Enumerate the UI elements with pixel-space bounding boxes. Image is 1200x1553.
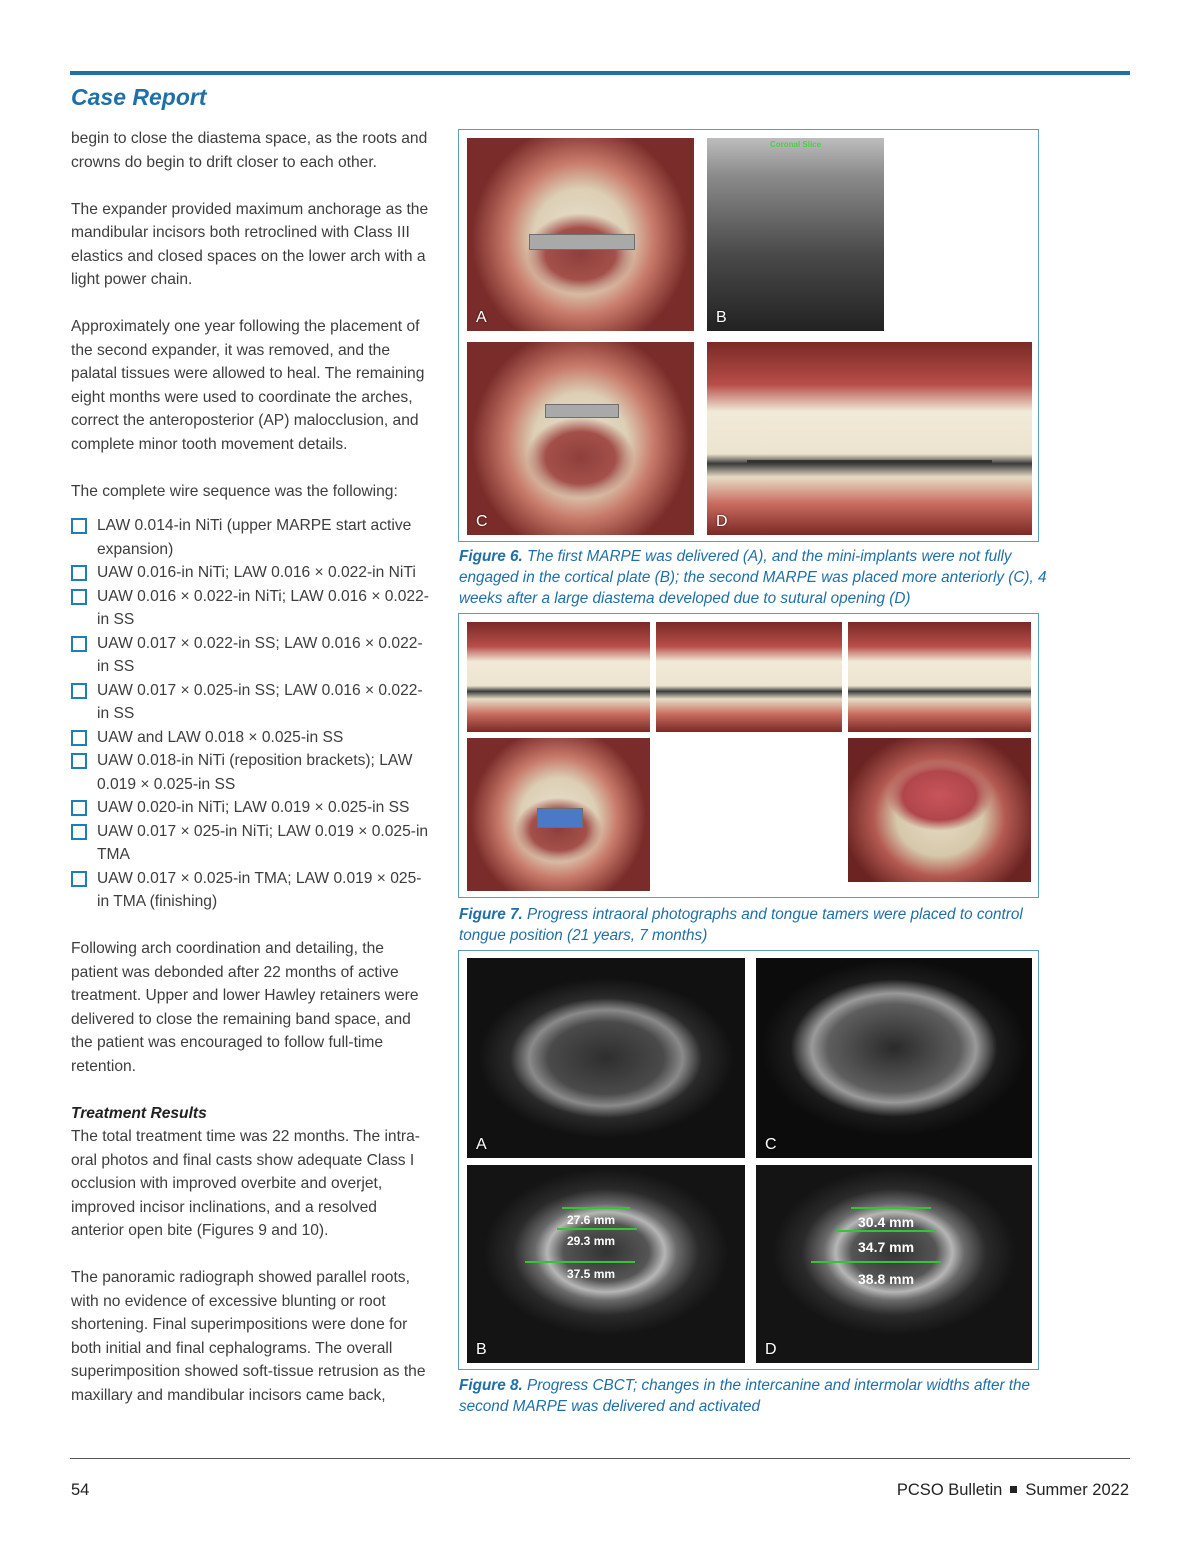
panel-label: A [476, 309, 487, 326]
figure-7-left-photo [848, 622, 1031, 732]
checkbox-icon [71, 683, 87, 699]
checkbox-icon [71, 518, 87, 534]
paragraph: The expander provided maximum anchorage as the mandibular incisors both retroclined with Class III elastics and closed spaces on the lower arch with a light power chain. [71, 200, 429, 288]
figure-8d-ct [756, 1165, 1032, 1363]
braces-wire [747, 460, 992, 463]
list-item: UAW 0.016-in NiTi; LAW 0.016 × 0.022-in NiTi [71, 561, 431, 585]
figure-8c-ct [756, 958, 1032, 1158]
measurement-label: 29.3 mm [567, 1234, 616, 1248]
measure-line [851, 1207, 931, 1209]
checkbox-icon [71, 636, 87, 652]
figure-7-upper-occlusal-photo [467, 738, 650, 891]
measurement-label: 38.8 mm [858, 1271, 915, 1287]
measurement-label: 37.5 mm [567, 1267, 616, 1281]
figure-8a-ct [467, 958, 745, 1158]
checkbox-icon [71, 589, 87, 605]
expander-appliance [529, 234, 635, 250]
list-item: UAW 0.016 × 0.022-in NiTi; LAW 0.016 × 0.022-in SS [71, 585, 431, 632]
footer-publication [897, 1481, 1129, 1500]
measure-line [562, 1207, 630, 1209]
panel-label: B [476, 1341, 487, 1358]
list-item: UAW 0.017 × 0.025-in TMA; LAW 0.019 × 025-in TMA (finishing) [71, 867, 431, 914]
section-title: Case Report [71, 84, 207, 110]
measurement-label: 30.4 mm [858, 1214, 915, 1230]
paragraph: The total treatment time was 22 months. The intra-oral photos and final casts show adequate Class I occlusion with improved overbite and overjet, improved incisor inclinations, and a resolved anterior open bite (Figures 9 and 10). [71, 1128, 420, 1239]
panel-label: D [765, 1341, 777, 1358]
list-item: UAW 0.017 × 0.022-in SS; LAW 0.016 × 0.022-in SS [71, 632, 431, 679]
checkbox-icon [71, 730, 87, 746]
figure-7-caption: Figure 7. Progress intraoral photographs and tongue tamers were placed to control tongue position (21 years, 7 months) [459, 906, 1023, 944]
footer-rule [70, 1458, 1130, 1459]
checkbox-icon [71, 800, 87, 816]
issue-label: Summer 2022 [1025, 1481, 1129, 1499]
checkbox-icon [71, 565, 87, 581]
figure-6-caption: Figure 6. The first MARPE was delivered (A), and the mini-implants were not fully engaged in the cortical plate (B); the second MARPE was placed more anteriorly (C), 4 weeks after a large diastema developed due to sutural opening (D) [459, 548, 1047, 607]
panel-label: C [765, 1136, 777, 1153]
paragraph: The complete wire sequence was the following: [71, 482, 398, 500]
figure-8-caption: Figure 8. Progress CBCT; changes in the intercanine and intermolar widths after the second MARPE was delivered and activated [459, 1377, 1031, 1415]
paragraph: Approximately one year following the placement of the second expander, it was removed, and the palatal tissues were allowed to heal. The remaining eight months were used to coordinate the arches, correct the anteroposterior (AP) malocclusion, and complete minor tooth movement details. [71, 318, 425, 453]
panel-label: B [716, 309, 727, 326]
square-bullet-icon [1010, 1486, 1017, 1493]
panel-label: A [476, 1136, 487, 1153]
panel-label: C [476, 513, 488, 530]
figure-6d-photo [707, 342, 1032, 535]
figure-7-front-photo [656, 622, 842, 732]
left-column [71, 127, 431, 1431]
figure-7-lower-occlusal-photo [848, 738, 1031, 882]
panel-label: D [716, 513, 728, 530]
figure-6a-photo [467, 138, 694, 331]
list-item: LAW 0.014-in NiTi (upper MARPE start active expansion) [71, 514, 431, 561]
figure-7-frame [458, 613, 1039, 898]
top-rule [70, 71, 1130, 75]
expander-appliance [537, 808, 583, 828]
list-item: UAW and LAW 0.018 × 0.025-in SS [71, 726, 431, 750]
checkbox-icon [71, 871, 87, 887]
page-number: 54 [71, 1481, 90, 1499]
figure-6c-photo [467, 342, 694, 535]
publication-name: PCSO Bulletin [896, 1481, 1003, 1499]
list-item: UAW 0.018-in NiTi (reposition brackets); LAW 0.019 × 0.025-in SS [71, 749, 431, 796]
measurement-label: 27.6 mm [567, 1213, 616, 1227]
paragraph: The panoramic radiograph showed parallel roots, with no evidence of excessive blunting or root shortening. Final superimpositions were done for both initial and final cephalograms. The overall superimposition showed soft-tissue retrusion as the maxillary and mandibular incisors came back, [71, 1269, 426, 1404]
figure-6b-ct [707, 138, 884, 331]
measure-line [836, 1230, 936, 1232]
checkbox-icon [71, 753, 87, 769]
figure-8b-ct [467, 1165, 745, 1363]
measure-line [525, 1261, 635, 1263]
list-item: UAW 0.020-in NiTi; LAW 0.019 × 0.025-in SS [71, 796, 431, 820]
paragraph: begin to close the diastema space, as the roots and crowns do begin to drift closer to each other. [71, 130, 428, 171]
expander-appliance [545, 404, 619, 418]
list-item: UAW 0.017 × 025-in NiTi; LAW 0.019 × 0.025-in TMA [71, 820, 431, 867]
figure-8-frame [458, 950, 1039, 1370]
figure-6-frame [458, 129, 1039, 542]
coronal-slice-label: Coronal Slice [769, 140, 822, 149]
figure-7-right-photo [467, 622, 650, 732]
checkbox-icon [71, 824, 87, 840]
measurement-label: 34.7 mm [858, 1239, 915, 1255]
wire-sequence-list [71, 514, 431, 914]
measure-line [557, 1228, 637, 1230]
paragraph: Following arch coordination and detailing, the patient was debonded after 22 months of active treatment. Upper and lower Hawley retainers were delivered to close the remaining band space, and the patient was encouraged to follow full-time retention. [71, 940, 419, 1075]
subheading: Treatment Results [71, 1104, 207, 1122]
measure-line [811, 1261, 941, 1263]
list-item: UAW 0.017 × 0.025-in SS; LAW 0.016 × 0.022-in SS [71, 679, 431, 726]
